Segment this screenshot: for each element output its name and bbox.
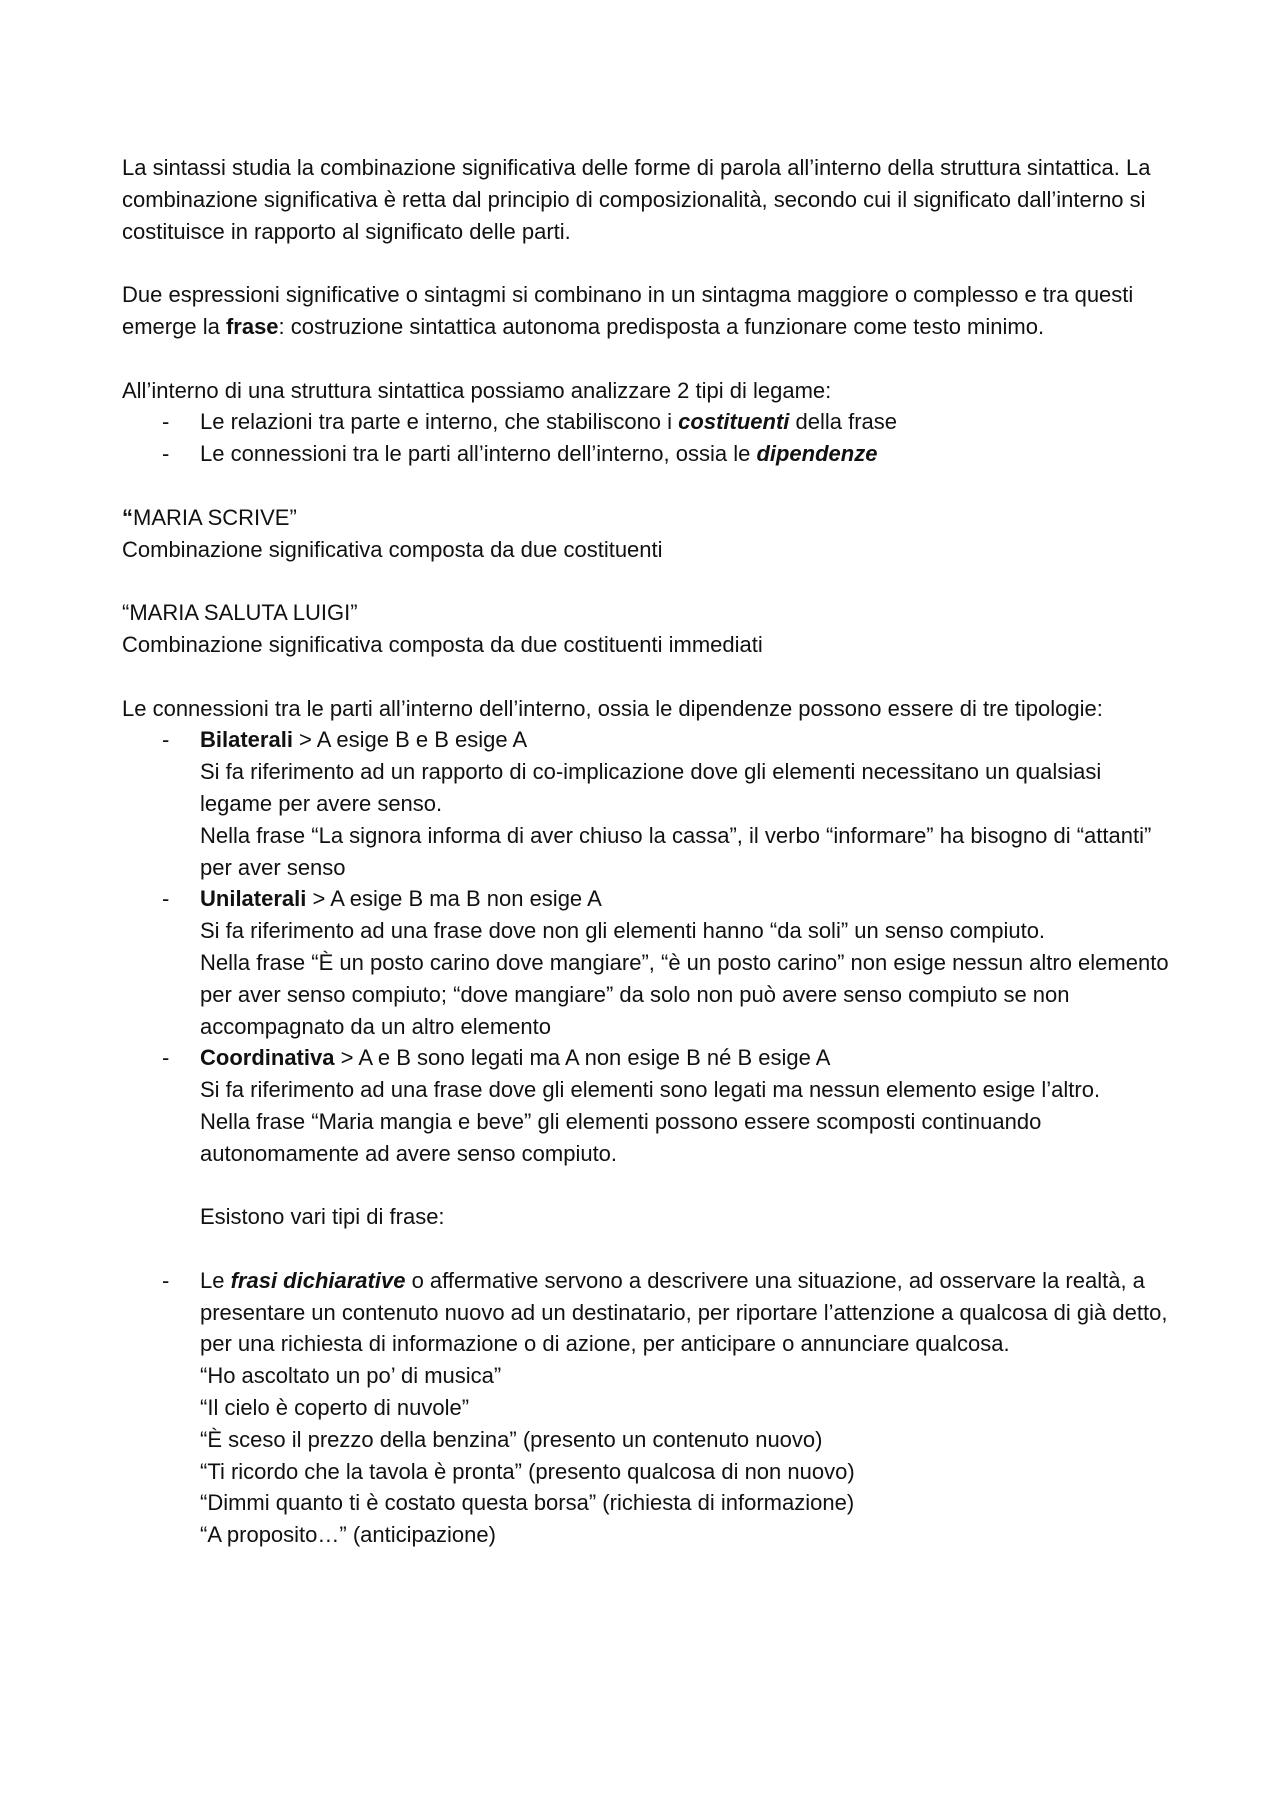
dash-bullet: -	[162, 441, 170, 467]
legami-list	[122, 406, 1172, 470]
rule-text: > A esige B e B esige A	[292, 727, 528, 753]
dipendenze-intro: Le connessioni tra le parti all’interno dell’interno, ossia le dipendenze possono essere di tre tipologie:	[122, 695, 1103, 721]
list-item	[122, 406, 1172, 438]
example-quote	[122, 502, 1172, 534]
dichiarative-term: frasi dichiarative	[230, 1267, 406, 1293]
dipendenze-term: dipendenze	[756, 441, 878, 467]
list-item-text: o affermative servono a descrivere una situazione, ad osservare la realtà, a presentare un contenuto nuovo ad un destinatario, per riportare l’attenzione a qualcosa di già detto, per una richiesta di informazione o di azione, per anticipare o annunciare qualcosa.	[200, 1267, 1168, 1357]
rule-text: > A e B sono legati ma A non esige B né B esige A	[334, 1045, 831, 1071]
coordinativa-term: Coordinativa	[200, 1045, 335, 1071]
example-line: “Il cielo è coperto di nuvole”	[200, 1395, 470, 1421]
dash-bullet: -	[162, 1267, 170, 1293]
intro-paragraph: La sintassi studia la combinazione significativa delle forme di parola all’interno della struttura sintattica. La combinazione significativa è retta dal principio di composizionalità, secondo cui il significato dall’interno si costituisce in rapporto al significato delle parti.	[122, 155, 1151, 244]
spacer	[122, 1170, 1172, 1202]
example-line: “Dimmi quanto ti è costato questa borsa” (richiesta di informazione)	[200, 1490, 855, 1516]
description-line: Si fa riferimento ad una frase dove gli elementi sono legati ma nessun elemento esige l’altro.	[200, 1077, 1101, 1103]
list-item-text: Le relazioni tra parte e interno, che stabiliscono i	[200, 409, 679, 435]
spacer	[122, 247, 1172, 279]
spacer	[122, 1233, 1172, 1265]
list-item-text: Le connessioni tra le parti all’interno dell’interno, ossia le	[200, 441, 757, 467]
description-line: Si fa riferimento ad una frase dove non gli elementi hanno “da soli” un senso compiuto.	[200, 918, 1046, 944]
tipi-intro: Esistono vari tipi di frase:	[200, 1204, 445, 1230]
unilaterali-term: Unilaterali	[200, 886, 307, 912]
example-caption: Combinazione significativa composta da due costituenti	[122, 536, 663, 562]
example-line: Nella frase “È un posto carino dove mangiare”, “è un posto carino” non esige nessun altro elemento per aver senso compiuto; “dove mangiare” da solo non può avere senso compiuto se non accompagnato da un altro elemento	[200, 949, 1169, 1039]
example-caption: Combinazione significativa composta da due costituenti immediati	[122, 631, 763, 657]
example-line: “È sceso il prezzo della benzina” (presento un contenuto nuovo)	[200, 1426, 823, 1452]
example-line: Nella frase “La signora informa di aver chiuso la cassa”, il verbo “informare” ha bisogno di “attanti” per aver senso	[200, 822, 1152, 880]
description-line: Si fa riferimento ad un rapporto di co-implicazione dove gli elementi necessitano un qualsiasi legame per avere senso.	[200, 759, 1102, 816]
document-page	[122, 152, 1172, 1551]
quote-text: MARIA SCRIVE”	[133, 504, 297, 530]
frase-paragraph-start: Due espressioni significative o sintagmi si combinano in un sintagma maggiore o complesso e tra questi emerge la	[122, 282, 1134, 339]
example-line: “Ho ascoltato un po’ di musica”	[200, 1363, 502, 1389]
dash-bullet: -	[162, 727, 170, 753]
frase-paragraph	[122, 279, 1172, 343]
spacer	[122, 565, 1172, 597]
list-item	[122, 1042, 1172, 1169]
tipi-list	[122, 1265, 1172, 1551]
dash-bullet: -	[162, 1045, 170, 1071]
spacer	[122, 343, 1172, 375]
dipendenze-list	[122, 724, 1172, 1169]
rule-text: > A esige B ma B non esige A	[306, 886, 602, 912]
list-item	[122, 438, 1172, 470]
costituenti-term: costituenti	[678, 409, 790, 435]
spacer	[122, 470, 1172, 502]
list-item-text: Le	[200, 1267, 231, 1293]
frase-term: frase	[225, 313, 279, 339]
list-item	[122, 1265, 1172, 1551]
example-line: “A proposito…” (anticipazione)	[200, 1522, 496, 1548]
example-quote: “MARIA SALUTA LUIGI”	[122, 600, 358, 626]
dash-bullet: -	[162, 886, 170, 912]
legami-intro: All’interno di una struttura sintattica possiamo analizzare 2 tipi di legame:	[122, 377, 832, 403]
list-item	[122, 724, 1172, 883]
list-item-text: della frase	[789, 409, 898, 435]
list-item	[122, 883, 1172, 1042]
frase-paragraph-end: : costruzione sintattica autonoma predisposta a funzionare come testo minimo.	[278, 313, 1045, 339]
spacer	[122, 661, 1172, 693]
quote-mark: “	[122, 504, 133, 530]
example-line: “Ti ricordo che la tavola è pronta” (presento qualcosa di non nuovo)	[200, 1458, 855, 1484]
bilaterali-term: Bilaterali	[200, 727, 293, 753]
example-line: Nella frase “Maria mangia e beve” gli elementi possono essere scomposti continuando autonomamente ad avere senso compiuto.	[200, 1108, 1042, 1166]
dash-bullet: -	[162, 409, 170, 435]
